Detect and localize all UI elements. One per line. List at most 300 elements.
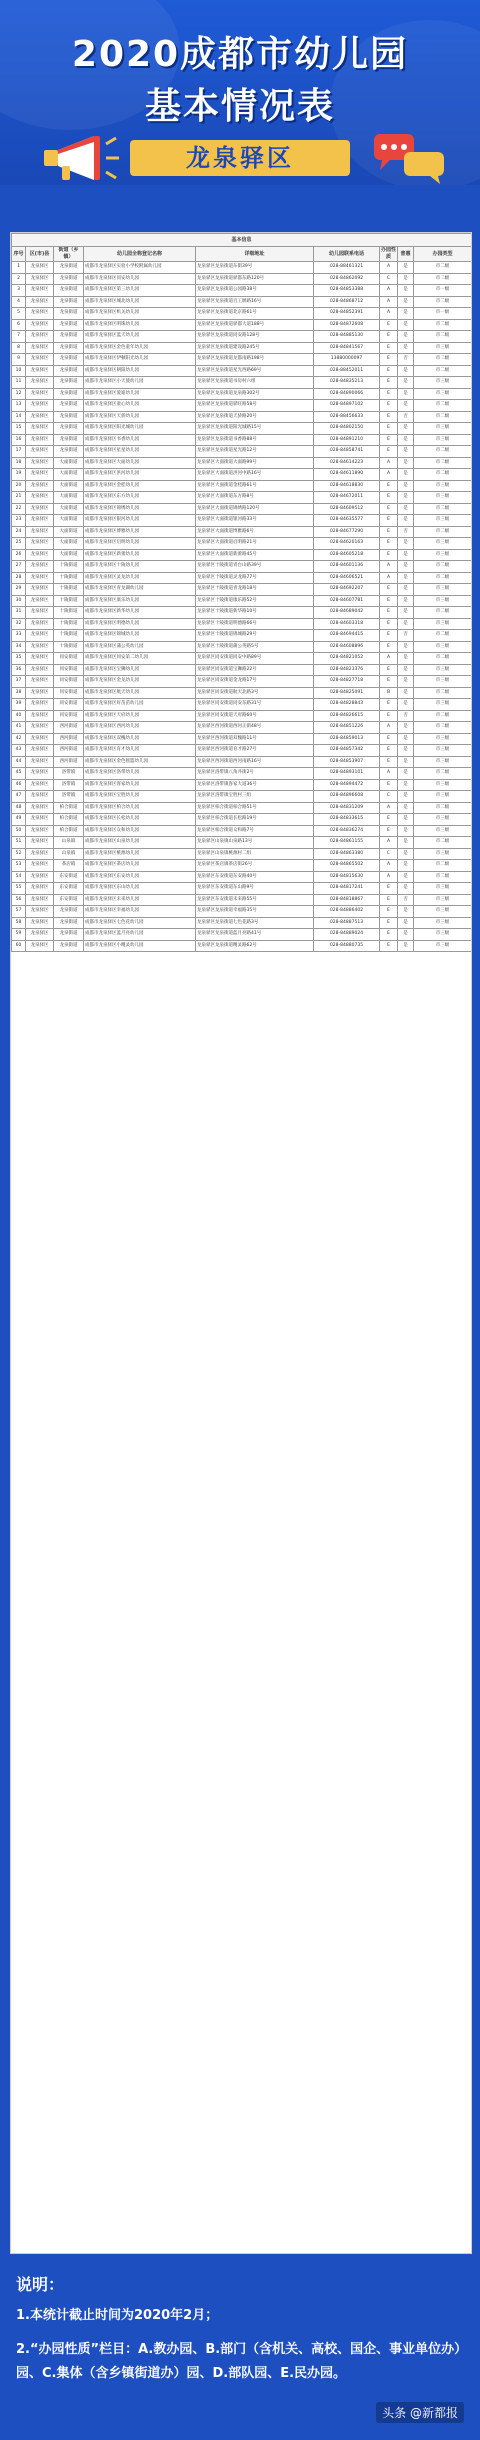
table-cell: 028-84835213	[314, 377, 380, 389]
table-cell: 31	[12, 607, 26, 619]
table-cell: 市一级	[414, 308, 472, 320]
table-cell: 市三级	[414, 664, 472, 676]
table-cell: 市二级	[414, 653, 472, 665]
table-cell: 是	[398, 549, 414, 561]
table-cell: 成都市龙泉驿区天骄幼儿园	[84, 411, 196, 423]
table-cell: 龙泉驿区	[26, 791, 54, 803]
note-2: 2.“办园性质”栏目：A.教办园、B.部门（含机关、高校、国企、事业单位办）园、C.集体（含乡镇街道办）园、D.部队园、E.民办园。	[16, 2342, 461, 2381]
table-cell: 否	[398, 354, 414, 366]
table-row	[12, 676, 472, 688]
table-row	[12, 791, 472, 803]
table-cell: 成都市龙泉驿区阳光城幼儿园	[84, 423, 196, 435]
table-cell: 32	[12, 618, 26, 630]
header-banner	[0, 0, 480, 185]
table-cell: 市二级	[414, 871, 472, 883]
table-row	[12, 722, 472, 734]
table-cell: 是	[398, 538, 414, 550]
table-cell: 龙泉驿区	[26, 595, 54, 607]
table-cell: 028-84859013	[314, 733, 380, 745]
table-cell: 龙泉驿区龙泉街道阳光城路15号	[196, 423, 314, 435]
table-row	[12, 492, 472, 504]
table-cell: 028-84828843	[314, 699, 380, 711]
table-cell: 028-84601136	[314, 561, 380, 573]
table-cell: 是	[398, 653, 414, 665]
table-row	[12, 273, 472, 285]
table-row	[12, 825, 472, 837]
table-cell: 56	[12, 894, 26, 906]
table-cell: 是	[398, 262, 414, 274]
table-cell: 龙泉街道	[54, 308, 84, 320]
table-cell: 市二级	[414, 561, 472, 573]
table-cell: 028-84821052	[314, 653, 380, 665]
table-cell: 是	[398, 860, 414, 872]
table-row	[12, 641, 472, 653]
table-cell: 市三级	[414, 733, 472, 745]
table-cell: 龙泉驿区	[26, 584, 54, 596]
table-cell: 35	[12, 653, 26, 665]
table-cell: 是	[398, 308, 414, 320]
table-row	[12, 538, 472, 550]
table-row	[12, 906, 472, 918]
table-cell: 市二级	[414, 319, 472, 331]
table-cell: 23	[12, 515, 26, 527]
table-cell: 龙泉驿区	[26, 630, 54, 642]
table-row	[12, 653, 472, 665]
table-cell: 是	[398, 342, 414, 354]
table-cell: 49	[12, 814, 26, 826]
table-cell: 028-84825091	[314, 687, 380, 699]
table-cell: E	[380, 492, 398, 504]
table-cell: 龙泉驿区龙泉街道东街39号	[196, 262, 314, 274]
table-cell: 是	[398, 940, 414, 952]
table-row	[12, 917, 472, 929]
table-cell: 龙泉驿区同安街道宝狮路22号	[196, 664, 314, 676]
table-cell: 龙泉驿区	[26, 331, 54, 343]
table-cell: 龙泉驿区大面街道新蕾路45号	[196, 549, 314, 561]
table-cell: E	[380, 503, 398, 515]
table-cell: 成都市龙泉驿区宝狮幼儿园	[84, 664, 196, 676]
table-row	[12, 664, 472, 676]
table-row	[12, 699, 472, 711]
table-cell: 同安街道	[54, 710, 84, 722]
table-cell: 028-84897102	[314, 400, 380, 412]
table-row	[12, 377, 472, 389]
table-cell: 西河街道	[54, 756, 84, 768]
table-cell: E	[380, 319, 398, 331]
table-cell: 西河街道	[54, 733, 84, 745]
table-cell: 成都市龙泉驿区新蕾幼儿园	[84, 549, 196, 561]
table-cell: 是	[398, 883, 414, 895]
table-cell: 成都市龙泉驿区十陵幼儿园	[84, 561, 196, 573]
table-cell: 028-84896608	[314, 791, 380, 803]
table-cell: 市二级	[414, 331, 472, 343]
table-cell: 028-84841567	[314, 342, 380, 354]
table-cell: 龙泉驿区	[26, 308, 54, 320]
table-cell: E	[380, 906, 398, 918]
table-cell: 成都市龙泉驿区柏合幼儿园	[84, 802, 196, 814]
table-cell: 龙泉驿区十陵街道明德路66号	[196, 618, 314, 630]
table-cell: 龙泉驿区龙泉街道七色花路3号	[196, 917, 314, 929]
table-cell: 龙泉驿区十陵街道锦城路29号	[196, 630, 314, 642]
table-cell: 028-84618830	[314, 480, 380, 492]
table-cell: 37	[12, 676, 26, 688]
table-cell: 028-88461321	[314, 262, 380, 274]
table-header-row	[12, 247, 472, 262]
table-row	[12, 929, 472, 941]
table-cell: 龙泉驿区龙泉街道龙都南路198号	[196, 354, 314, 366]
table-cell: 市三级	[414, 745, 472, 757]
table-row	[12, 584, 472, 596]
table-cell: 市三级	[414, 791, 472, 803]
table-cell: 是	[398, 871, 414, 883]
table-cell: E	[380, 584, 398, 596]
table-row	[12, 883, 472, 895]
table-cell: 是	[398, 791, 414, 803]
table-cell: 龙泉驿区	[26, 434, 54, 446]
column-header: 详细地址	[196, 247, 314, 262]
table-cell: 龙泉驿区	[26, 342, 54, 354]
note-1: 1.本统计截止时间为2020年2月；	[16, 2308, 219, 2323]
table-cell: 是	[398, 607, 414, 619]
table-cell: 龙泉驿区龙泉街道幸福路35号	[196, 906, 314, 918]
table-cell: 028-84836274	[314, 825, 380, 837]
table-cell: 是	[398, 584, 414, 596]
table-cell: 是	[398, 331, 414, 343]
table-cell: 龙泉驿区	[26, 825, 54, 837]
page-title-line1: 2020成都市幼儿园	[71, 34, 409, 75]
table-cell: 028-84609512	[314, 503, 380, 515]
table-cell: 028-84614223	[314, 457, 380, 469]
table-cell: 龙泉街道	[54, 388, 84, 400]
column-header: 办园性质	[381, 247, 397, 260]
table-cell: 龙泉街道	[54, 940, 84, 952]
table-cell: 38	[12, 687, 26, 699]
table-cell: 是	[398, 503, 414, 515]
table-cell: E	[380, 538, 398, 550]
table-row	[12, 630, 472, 642]
table-cell: E	[380, 814, 398, 826]
table-cell: 龙泉街道	[54, 446, 84, 458]
table-cell: A	[380, 296, 398, 308]
table-cell: 9	[12, 354, 26, 366]
table-cell: E	[380, 618, 398, 630]
table-cell: 24	[12, 526, 26, 538]
table-cell: 55	[12, 883, 26, 895]
table-cell: 成都市龙泉驿区银河幼儿园	[84, 515, 196, 527]
table-cell: E	[380, 365, 398, 377]
table-cell: 龙泉街道	[54, 296, 84, 308]
table-row	[12, 549, 472, 561]
table-cell: 市二级	[414, 296, 472, 308]
table-cell: 龙泉驿区	[26, 572, 54, 584]
table-cell: 大面街道	[54, 469, 84, 481]
table-cell: 028-84827718	[314, 676, 380, 688]
table-cell: 洛带镇	[54, 779, 84, 791]
table-cell: 市三级	[414, 699, 472, 711]
table-cell: 是	[398, 837, 414, 849]
table-cell: 龙泉街道	[54, 411, 84, 423]
table-row	[12, 480, 472, 492]
table-cell: 龙泉驿区同安街道航天北路3号	[196, 687, 314, 699]
table-cell: 成都市龙泉驿区书香幼儿园	[84, 434, 196, 446]
table-cell: 市二级	[414, 365, 472, 377]
table-cell: 龙泉驿区	[26, 871, 54, 883]
table-cell: 成都市龙泉驿区同安幼儿园	[84, 273, 196, 285]
table-row	[12, 411, 472, 423]
table-cell: 十陵街道	[54, 630, 84, 642]
table-cell: 成都市龙泉驿区航天幼儿园	[84, 687, 196, 699]
table-cell: 大面街道	[54, 538, 84, 550]
table-row	[12, 457, 472, 469]
notes-label: 说明：	[16, 2275, 65, 2294]
table-row	[12, 469, 472, 481]
table-cell: 是	[398, 377, 414, 389]
table-cell: 大面街道	[54, 480, 84, 492]
table-cell: E	[380, 423, 398, 435]
table-cell: 成都市龙泉驿区爱迪幼儿园	[84, 388, 196, 400]
table-row	[12, 423, 472, 435]
table-row	[12, 434, 472, 446]
table-cell: 龙泉驿区	[26, 883, 54, 895]
table-cell: 市三级	[414, 917, 472, 929]
table-cell: 52	[12, 848, 26, 860]
table-cell: 龙泉驿区	[26, 377, 54, 389]
table-cell: 成都市龙泉驿区灵龙幼儿园	[84, 572, 196, 584]
table-cell: 市三级	[414, 814, 472, 826]
table-cell: 成都市龙泉驿区青龙湖幼儿园	[84, 584, 196, 596]
table-cell: 龙泉驿区柏合街道柏合路51号	[196, 802, 314, 814]
table-cell: 柏合街道	[54, 814, 84, 826]
table-cell: 36	[12, 664, 26, 676]
table-cell: E	[380, 354, 398, 366]
table-cell: 市一级	[414, 285, 472, 297]
table-cell: 东安街道	[54, 883, 84, 895]
table-cell: 龙泉街道	[54, 354, 84, 366]
table-cell: E	[380, 894, 398, 906]
table-cell: 十陵街道	[54, 584, 84, 596]
table-cell: 龙泉驿区大面街道银河路33号	[196, 515, 314, 527]
table-cell: 028-84603318	[314, 618, 380, 630]
table-cell: 15	[12, 423, 26, 435]
table-cell: 龙泉驿区	[26, 653, 54, 665]
table-cell: 成都市龙泉驿区明德幼儿园	[84, 618, 196, 630]
table-cell: 龙泉驿区洛带镇宝胜村三组	[196, 791, 314, 803]
table-cell: E	[380, 756, 398, 768]
table-cell: 十陵街道	[54, 641, 84, 653]
table-cell: 十陵街道	[54, 561, 84, 573]
table-cell: 龙泉街道	[54, 331, 84, 343]
table-cell: E	[380, 745, 398, 757]
table-cell: 成都市龙泉驿区东安幼儿园	[84, 871, 196, 883]
table-cell: 是	[398, 273, 414, 285]
table-cell: 028-84887513	[314, 917, 380, 929]
table-cell: 否	[398, 526, 414, 538]
table-cell: 龙泉街道	[54, 906, 84, 918]
table-cell: 龙泉驿区	[26, 848, 54, 860]
table-cell: 龙泉驿区	[26, 940, 54, 952]
table-cell: E	[380, 480, 398, 492]
table-cell: 成都市龙泉驿区蒲公英幼儿园	[84, 641, 196, 653]
table-cell: 48	[12, 802, 26, 814]
table-cell: 2	[12, 273, 26, 285]
table-cell: 是	[398, 480, 414, 492]
table-cell: 是	[398, 768, 414, 780]
table-cell: 成都市龙泉驿区博雅幼儿园	[84, 526, 196, 538]
table-cell: 028-84853907	[314, 756, 380, 768]
table-cell: 1	[12, 262, 26, 274]
table-row	[12, 745, 472, 757]
megaphone-icon	[42, 132, 122, 184]
table-cell: 市二级	[414, 722, 472, 734]
column-header: 普惠	[398, 247, 414, 262]
table-cell: 028-84889024	[314, 929, 380, 941]
table-cell: 市二级	[414, 837, 472, 849]
table-cell: 龙泉驿区	[26, 814, 54, 826]
table-cell: 028-84823376	[314, 664, 380, 676]
table-cell: 028-84815630	[314, 871, 380, 883]
column-header: 街道（乡镇）	[54, 247, 84, 262]
table-cell: 028-84826615	[314, 710, 380, 722]
table-cell: 是	[398, 561, 414, 573]
table-cell: A	[380, 871, 398, 883]
table-cell: 十陵街道	[54, 595, 84, 607]
table-cell: A	[380, 837, 398, 849]
table-cell: 市三级	[414, 480, 472, 492]
table-cell: 龙泉驿区茶店镇茶店街26号	[196, 860, 314, 872]
table-cell: 028-88452011	[314, 365, 380, 377]
table-cell: 市三级	[414, 676, 472, 688]
table-cell: 龙泉驿区	[26, 860, 54, 872]
table-cell: 龙泉街道	[54, 917, 84, 929]
table-cell: 成都市龙泉驿区金龙幼儿园	[84, 676, 196, 688]
table-cell: 成都市龙泉驿区第三幼儿园	[84, 285, 196, 297]
table-cell: 028-84833615	[314, 814, 380, 826]
table-cell: 龙泉驿区	[26, 561, 54, 573]
table-cell: 14	[12, 411, 26, 423]
table-cell: 龙泉驿区大面街道东方路8号	[196, 492, 314, 504]
table-cell: 市二级	[414, 526, 472, 538]
table-cell: 市三级	[414, 549, 472, 561]
table-row	[12, 940, 472, 952]
table-cell: 市三级	[414, 584, 472, 596]
table-cell: 市二级	[414, 400, 472, 412]
table-cell: 028-84831209	[314, 802, 380, 814]
table-cell: 龙泉驿区	[26, 296, 54, 308]
column-header: 幼儿园联系电话	[314, 247, 380, 262]
table-cell: 7	[12, 331, 26, 343]
table-cell: 柏合街道	[54, 825, 84, 837]
table-cell: 是	[398, 802, 414, 814]
table-cell: 龙泉驿区	[26, 388, 54, 400]
table-cell: 028-84606521	[314, 572, 380, 584]
table-cell: 成都市龙泉驿区锦城幼儿园	[84, 630, 196, 642]
table-cell: 龙泉街道	[54, 319, 84, 331]
table-row	[12, 319, 472, 331]
table-cell: 21	[12, 492, 26, 504]
table-cell: 龙泉驿区	[26, 285, 54, 297]
table-cell: 龙泉驿区	[26, 699, 54, 711]
table-row	[12, 618, 472, 630]
table-row	[12, 595, 472, 607]
table-cell: 龙泉驿区龙泉街道公园路38号	[196, 285, 314, 297]
column-header: 序号	[12, 247, 26, 262]
table-cell: 市二级	[414, 687, 472, 699]
table-cell: 是	[398, 745, 414, 757]
table-cell: 028-84677290	[314, 526, 380, 538]
table-cell: 是	[398, 434, 414, 446]
table-cell: 成都市龙泉驿区桃源幼儿园	[84, 848, 196, 860]
table-cell: 龙泉驿区十陵街道青龙路18号	[196, 584, 314, 596]
table-cell: 市二级	[414, 860, 472, 872]
table-cell: 成都市龙泉驿区星星幼儿园	[84, 446, 196, 458]
table-cell: 028-84861155	[314, 837, 380, 849]
chat-bubbles-icon	[370, 128, 450, 184]
table-cell: 028-84862092	[314, 273, 380, 285]
table-row	[12, 262, 472, 274]
table-row	[12, 296, 472, 308]
table-cell: 成都市龙泉驿区伊顿阳光幼儿园	[84, 354, 196, 366]
table-cell: 洛带镇	[54, 791, 84, 803]
table-cell: 028-84851226	[314, 722, 380, 734]
table-cell: 028-84890066	[314, 388, 380, 400]
table-cell: 25	[12, 538, 26, 550]
table-cell: 市三级	[414, 538, 472, 550]
table-cell: 028-84853388	[314, 285, 380, 297]
table-cell: 028-84607781	[314, 595, 380, 607]
table-cell: E	[380, 664, 398, 676]
table-cell: 龙泉驿区西河街道西河正街48号	[196, 722, 314, 734]
table-cell: 龙泉驿区柏合街道众和路7号	[196, 825, 314, 837]
table-cell: 是	[398, 515, 414, 527]
table-cell: 028-84694415	[314, 630, 380, 642]
table-cell: 同安街道	[54, 687, 84, 699]
table-cell: 成都市龙泉驿区好苗苗幼儿园	[84, 699, 196, 711]
table-cell: E	[380, 515, 398, 527]
table-row	[12, 515, 472, 527]
table-cell: 市三级	[414, 515, 472, 527]
table-row	[12, 848, 472, 860]
table-cell: 成都市龙泉驿区众和幼儿园	[84, 825, 196, 837]
table-cell: 成都市龙泉驿区金桂幼儿园	[84, 480, 196, 492]
table-cell: 33	[12, 630, 26, 642]
table-cell: 西河街道	[54, 722, 84, 734]
table-cell: 龙泉驿区十陵街道康乐路52号	[196, 595, 314, 607]
table-cell: 洛带镇	[54, 768, 84, 780]
table-cell: 市三级	[414, 779, 472, 791]
table-cell: 龙泉驿区龙泉街道星光路12号	[196, 446, 314, 458]
table-cell: 市三级	[414, 641, 472, 653]
table-cell: 市三级	[414, 342, 472, 354]
table-cell: 5	[12, 308, 26, 320]
table-cell: 龙泉驿区龙泉街道建设路245号	[196, 342, 314, 354]
table-cell: 龙泉驿区十陵街道新华路10号	[196, 607, 314, 619]
table-cell: 成都市龙泉驿区机关幼儿园	[84, 308, 196, 320]
table-cell: 龙泉驿区龙泉街道龙泉路302号	[196, 388, 314, 400]
table-cell: 龙泉驿区东安街道东安路40号	[196, 871, 314, 883]
table-cell: C	[380, 791, 398, 803]
table-cell: 龙泉街道	[54, 434, 84, 446]
table-cell: 12	[12, 388, 26, 400]
table-cell: 46	[12, 779, 26, 791]
table-cell: 是	[398, 906, 414, 918]
table-cell: 龙泉驿区	[26, 676, 54, 688]
table-cell: 龙泉驿区十陵街道灵龙路77号	[196, 572, 314, 584]
column-header: 幼儿园全称登记名称	[84, 247, 196, 262]
table-cell: 龙泉街道	[54, 377, 84, 389]
table-cell: 13880000097	[314, 354, 380, 366]
table-cell: 028-84885130	[314, 331, 380, 343]
table-cell: 是	[398, 929, 414, 941]
